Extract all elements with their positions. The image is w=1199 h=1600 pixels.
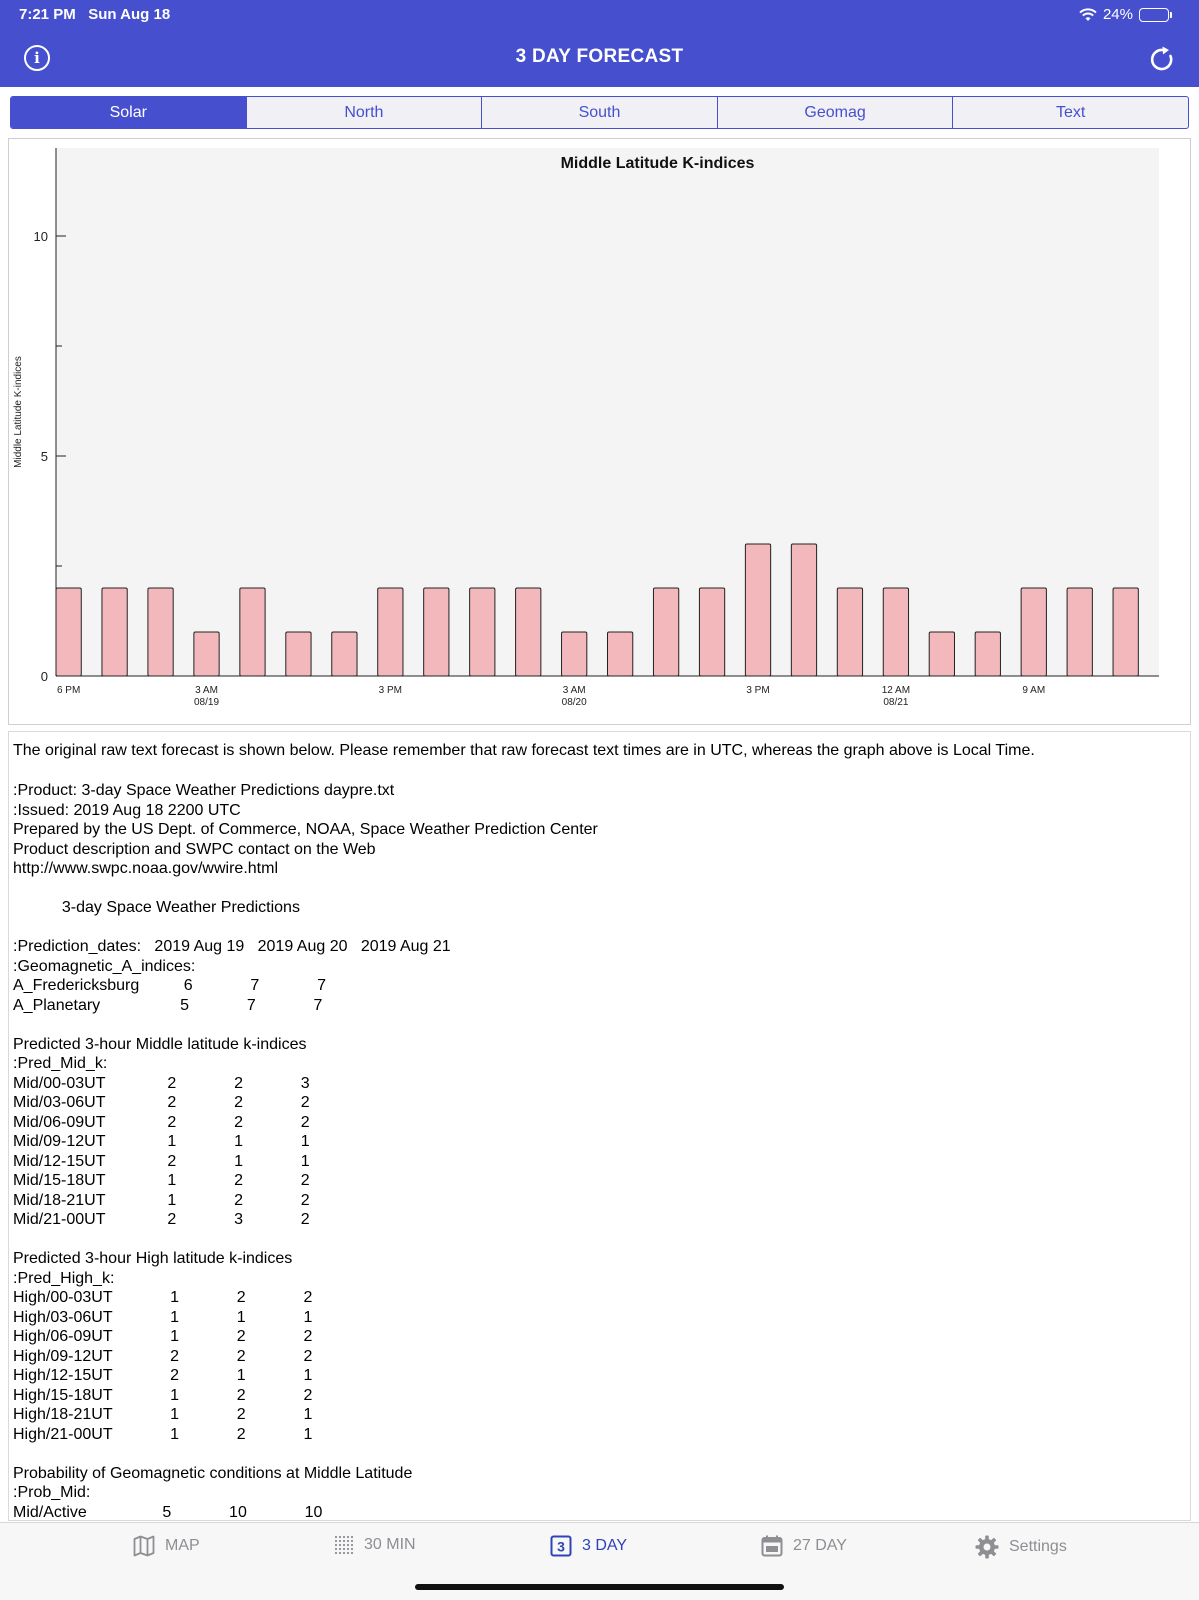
x-tick-sublabel: 08/21 <box>883 697 909 708</box>
bar-10 <box>516 588 541 676</box>
x-tick-label: 3 PM <box>378 685 403 696</box>
segment-south[interactable]: South <box>481 97 717 128</box>
tab-label: 27 DAY <box>793 1537 847 1554</box>
status-indicators <box>1079 6 1169 23</box>
segment-solar[interactable]: Solar <box>11 97 246 128</box>
segment-north[interactable]: North <box>246 97 482 128</box>
home-indicator <box>415 1584 784 1590</box>
bar-12 <box>608 632 633 676</box>
segment-text[interactable]: Text <box>952 97 1188 128</box>
y-tick-label: 5 <box>40 449 48 464</box>
raw-forecast-panel <box>8 731 1191 1521</box>
bar-16 <box>791 544 816 676</box>
tab-settings[interactable] <box>975 1535 1067 1559</box>
gear-icon <box>975 1535 999 1559</box>
wifi-icon <box>1079 8 1097 22</box>
tab-label: Settings <box>1009 1538 1067 1555</box>
bar-9 <box>470 588 495 676</box>
raw-forecast-text: :Product: 3-day Space Weather Predictions daypre.txt :Issued: 2019 Aug 18 2200 UTC Prepared by the US Dept. of Commerce, NOAA, Space Weather Prediction Center Product description and SWPC contact on the Web http://www.swpc.noaa.gov/wwire.html 3-day Space Weather Predictions :Prediction_dates: 2019 Aug 19 2019 Aug 20 2019 Aug 21 :Geomagnetic_A_indices: A_Fredericksburg 6 7 7 A_Planetary 5 7 7 Predicted 3-hour Middle latitude k-indices :Pred_Mid_k: Mid/00-03UT 2 2 3 Mid/03-06UT 2 2 2 Mid/06-09UT 2 2 2 Mid/09-12UT 1 1 1 Mid/12-15UT 2 1 1 Mid/15-18UT 1 2 2 Mid/18-21UT 1 2 2 Mid/21-00UT 2 3 2 Predicted 3-hour High latitude k-indices :Pred_High_k: High/00-03UT 1 2 2 High/03-06UT 1 1 1 High/06-09UT 1 2 2 High/09-12UT 2 2 2 High/12-15UT 2 1 1 High/15-18UT 1 2 2 High/18-21UT 1 2 1 High/21-00UT 1 2 1 Probability of Geomagnetic conditions at Middle Latitude :Prob_Mid: Mid/Active 5 10 10 <box>13 782 598 1521</box>
tab-label: 30 MIN <box>364 1536 416 1553</box>
bar-15 <box>745 544 770 676</box>
x-tick-label: 9 AM <box>1022 685 1046 696</box>
x-tick-label: 6 PM <box>56 685 81 696</box>
tab-3-day[interactable] <box>550 1535 627 1557</box>
plot-area <box>56 148 1159 676</box>
bar-14 <box>699 588 724 676</box>
svg-text:3: 3 <box>557 1538 565 1555</box>
x-tick-label: 3 PM <box>746 685 770 696</box>
bar-4 <box>240 588 265 676</box>
calendar-icon <box>761 1535 783 1557</box>
tab-27-day[interactable] <box>761 1535 847 1557</box>
page-title: 3 DAY FORECAST <box>515 46 684 67</box>
k-index-bar-chart <box>9 139 1192 726</box>
y-tick-label: 0 <box>40 669 48 684</box>
bar-21 <box>1021 588 1046 676</box>
tab-map[interactable] <box>133 1535 200 1557</box>
bar-13 <box>653 588 678 676</box>
tab-label: MAP <box>165 1537 200 1554</box>
x-tick-label: 3 AM <box>195 685 218 696</box>
y-tick-label: 10 <box>33 229 48 244</box>
dots-grid-icon <box>334 1535 354 1555</box>
status-time <box>19 6 170 23</box>
k-index-chart <box>8 138 1191 725</box>
bar-18 <box>883 588 908 676</box>
three-day-icon <box>550 1535 572 1557</box>
y-axis-label: Middle Latitude K-indices <box>13 356 24 468</box>
status-date: Sun Aug 18 <box>88 6 171 23</box>
forecast-intro: The original raw text forecast is shown below. Please remember that raw forecast text times are in UTC, whereas the graph above is Local Time. <box>13 742 1035 759</box>
info-icon[interactable]: i <box>34 49 40 67</box>
x-tick-label: 12 AM <box>881 685 911 696</box>
bar-2 <box>148 588 173 676</box>
app-header <box>0 0 1199 87</box>
battery-percent: 24% <box>1102 6 1133 23</box>
segment-geomag[interactable]: Geomag <box>717 97 953 128</box>
bar-19 <box>929 632 954 676</box>
x-tick-sublabel: 08/19 <box>193 697 220 708</box>
bar-22 <box>1067 588 1092 676</box>
bar-17 <box>837 588 862 676</box>
bar-20 <box>975 632 1000 676</box>
bar-6 <box>332 632 357 676</box>
bar-3 <box>194 632 219 676</box>
view-segmented-control <box>10 96 1189 129</box>
tab-30-min[interactable] <box>334 1535 416 1555</box>
x-tick-sublabel: 08/20 <box>561 697 587 708</box>
bar-23 <box>1113 588 1138 676</box>
battery-icon <box>1139 8 1169 22</box>
status-clock: 7:21 PM <box>19 6 76 23</box>
bar-8 <box>424 588 449 676</box>
bar-1 <box>102 588 127 676</box>
refresh-icon[interactable] <box>1147 44 1177 74</box>
chart-title: Middle Latitude K-indices <box>560 155 755 172</box>
bar-7 <box>378 588 403 676</box>
x-tick-label: 3 AM <box>562 685 586 696</box>
bar-5 <box>286 632 311 676</box>
tab-label: 3 DAY <box>582 1537 628 1554</box>
bar-0 <box>56 588 81 676</box>
bar-11 <box>562 632 587 676</box>
map-icon <box>133 1535 155 1557</box>
